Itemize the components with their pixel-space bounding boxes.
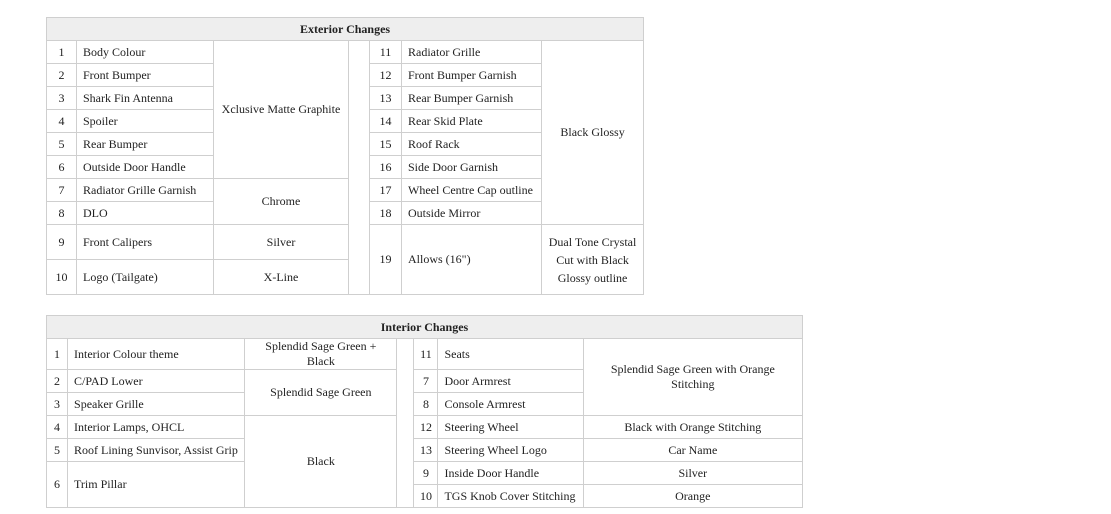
item-name: Interior Colour theme [68, 339, 245, 370]
item-name: Wheel Centre Cap outline [402, 179, 542, 202]
item-name: Speaker Grille [68, 393, 245, 416]
item-name: Seats [438, 339, 583, 370]
row-number: 6 [47, 156, 77, 179]
row-number: 8 [414, 393, 438, 416]
exterior-title: Exterior Changes [47, 18, 644, 41]
row-number: 16 [370, 156, 402, 179]
row-number: 1 [47, 41, 77, 64]
item-name: Side Door Garnish [402, 156, 542, 179]
row-number: 10 [414, 485, 438, 508]
column-gap [349, 41, 370, 295]
item-name: Rear Skid Plate [402, 110, 542, 133]
item-value: Silver [583, 462, 802, 485]
item-value: Orange [583, 485, 802, 508]
row-number: 12 [414, 416, 438, 439]
row-number: 2 [47, 64, 77, 87]
item-value: Chrome [214, 179, 349, 225]
item-name: Front Bumper [77, 64, 214, 87]
item-name: Roof Lining Sunvisor, Assist Grip [68, 439, 245, 462]
row-number: 3 [47, 393, 68, 416]
row-number: 8 [47, 202, 77, 225]
item-name: Door Armrest [438, 370, 583, 393]
item-name: DLO [77, 202, 214, 225]
item-name: Outside Mirror [402, 202, 542, 225]
interior-title: Interior Changes [47, 316, 803, 339]
row-number: 3 [47, 87, 77, 110]
item-name: Steering Wheel Logo [438, 439, 583, 462]
interior-changes-table [46, 315, 803, 508]
item-name: Steering Wheel [438, 416, 583, 439]
item-name: Rear Bumper [77, 133, 214, 156]
row-number: 18 [370, 202, 402, 225]
row-number: 5 [47, 439, 68, 462]
item-name: Front Bumper Garnish [402, 64, 542, 87]
exterior-changes-table [46, 17, 644, 295]
item-value: Black [245, 416, 397, 508]
item-name: Spoiler [77, 110, 214, 133]
row-number: 9 [47, 225, 77, 260]
item-name: Shark Fin Antenna [77, 87, 214, 110]
row-number: 10 [47, 260, 77, 295]
row-number: 5 [47, 133, 77, 156]
item-value: Black Glossy [542, 41, 644, 225]
row-number: 6 [47, 462, 68, 508]
item-name: Trim Pillar [68, 462, 245, 508]
item-name: Console Armrest [438, 393, 583, 416]
row-number: 15 [370, 133, 402, 156]
row-number: 14 [370, 110, 402, 133]
row-number: 4 [47, 416, 68, 439]
row-number: 13 [370, 87, 402, 110]
row-number: 7 [414, 370, 438, 393]
column-gap [397, 339, 414, 508]
item-name: Radiator Grille Garnish [77, 179, 214, 202]
row-number: 11 [370, 41, 402, 64]
item-value: Splendid Sage Green [245, 370, 397, 416]
row-number: 17 [370, 179, 402, 202]
item-name: Outside Door Handle [77, 156, 214, 179]
row-number: 4 [47, 110, 77, 133]
row-number: 2 [47, 370, 68, 393]
item-name: Roof Rack [402, 133, 542, 156]
item-value: Splendid Sage Green + Black [245, 339, 397, 370]
item-name: Rear Bumper Garnish [402, 87, 542, 110]
item-name: Logo (Tailgate) [77, 260, 214, 295]
item-name: Body Colour [77, 41, 214, 64]
row-number: 7 [47, 179, 77, 202]
item-name: Radiator Grille [402, 41, 542, 64]
item-value: Black with Orange Stitching [583, 416, 802, 439]
item-name: Inside Door Handle [438, 462, 583, 485]
item-value: Car Name [583, 439, 802, 462]
item-value: Silver [214, 225, 349, 260]
item-name: C/PAD Lower [68, 370, 245, 393]
item-value: X-Line [214, 260, 349, 295]
row-number: 1 [47, 339, 68, 370]
item-name: Interior Lamps, OHCL [68, 416, 245, 439]
row-number: 19 [370, 225, 402, 295]
row-number: 13 [414, 439, 438, 462]
item-name: TGS Knob Cover Stitching [438, 485, 583, 508]
item-name: Front Calipers [77, 225, 214, 260]
item-value: Dual Tone Crystal Cut with Black Glossy outline [542, 225, 644, 295]
row-number: 11 [414, 339, 438, 370]
item-value: Xclusive Matte Graphite [214, 41, 349, 179]
item-name: Allows (16") [402, 225, 542, 295]
row-number: 12 [370, 64, 402, 87]
row-number: 9 [414, 462, 438, 485]
item-value: Splendid Sage Green with Orange Stitching [583, 339, 802, 416]
